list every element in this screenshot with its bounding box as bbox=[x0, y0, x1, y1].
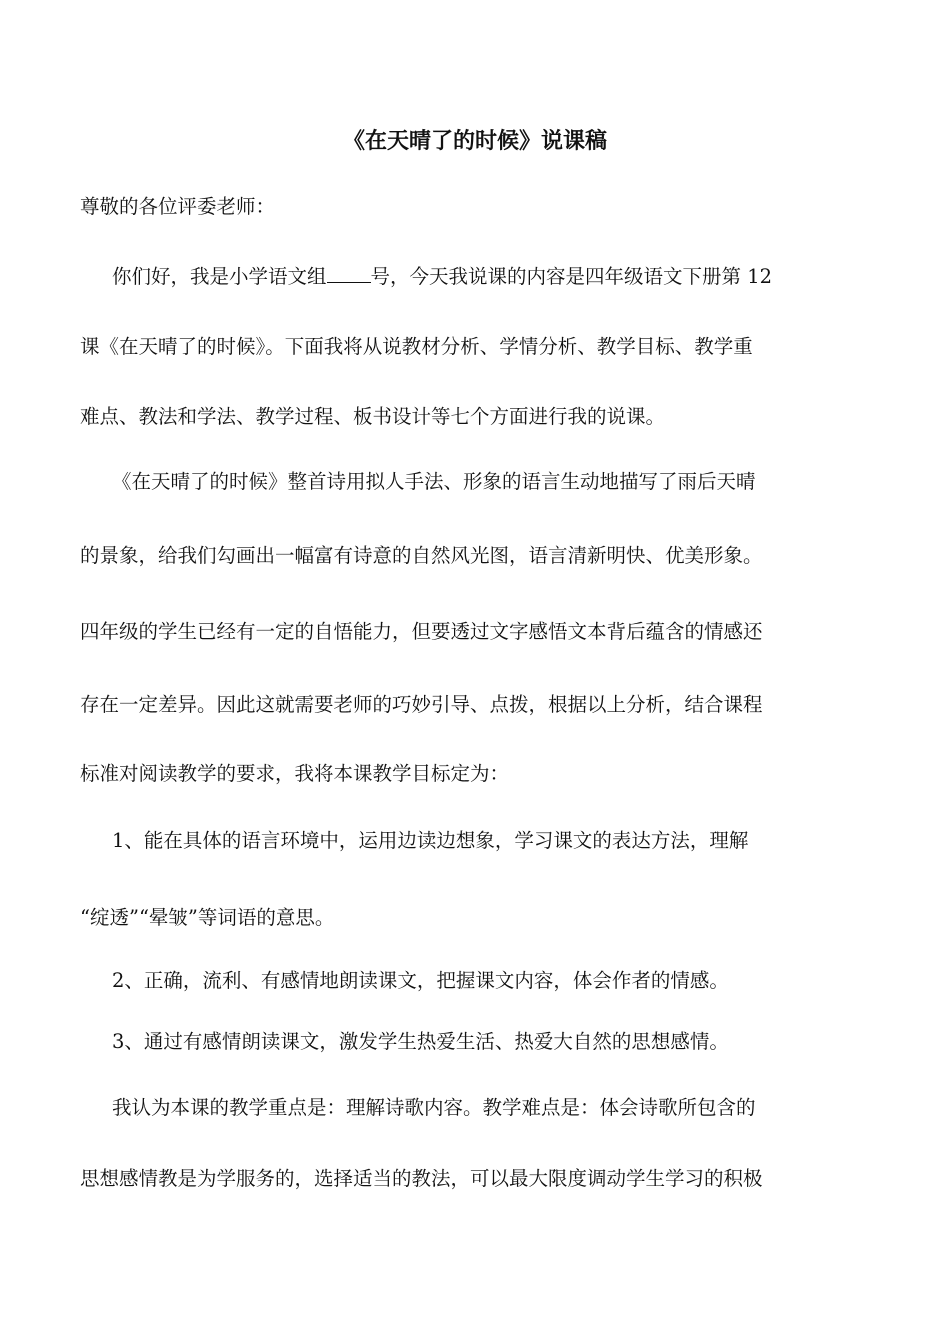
paragraph-2-line-1: 《在天晴了的时候》整首诗用拟人手法、形象的语言生动地描写了雨后天晴 bbox=[112, 470, 756, 493]
goal-3: 3、通过有感情朗读课文，激发学生热爱生活、热爱大自然的思想感情。 bbox=[112, 1030, 729, 1053]
paragraph-1-line-1-start: 你们好，我是小学语文组 bbox=[112, 265, 327, 288]
salutation: 尊敬的各位评委老师： bbox=[80, 195, 276, 218]
paragraph-3-line-2: 思想感情教是为学服务的，选择适当的教法，可以最大限度调动学生学习的积极 bbox=[80, 1167, 763, 1190]
goal-2: 2、正确，流利、有感情地朗读课文，把握课文内容，体会作者的情感。 bbox=[112, 969, 729, 992]
paragraph-2-line-4: 存在一定差异。因此这就需要老师的巧妙引导、点拨，根据以上分析，结合课程 bbox=[80, 693, 763, 716]
paragraph-3-line-1: 我认为本课的教学重点是：理解诗歌内容。教学难点是：体会诗歌所包含的 bbox=[112, 1096, 756, 1119]
paragraph-2-line-3: 四年级的学生已经有一定的自悟能力，但要透过文字感悟文本背后蕴含的情感还 bbox=[80, 620, 763, 643]
goal-1-line-2: “绽透”“晕皱”等词语的意思。 bbox=[80, 906, 335, 929]
paragraph-2-line-2: 的景象，给我们勾画出一幅富有诗意的自然风光图，语言清新明快、优美形象。 bbox=[80, 544, 763, 567]
goal-1-line-1: 1、能在具体的语言环境中，运用边读边想象，学习课文的表达方法，理解 bbox=[112, 829, 749, 852]
paragraph-1-line-1 bbox=[112, 262, 902, 292]
paragraph-2-line-5: 标准对阅读教学的要求，我将本课教学目标定为： bbox=[80, 762, 510, 785]
paragraph-1-line-1-end: 号，今天我说课的内容是四年级语文下册第 12 bbox=[370, 265, 773, 288]
document-title: 《在天晴了的时候》说课稿 bbox=[342, 129, 607, 154]
paragraph-1-line-2: 课《在天晴了的时候》。下面我将从说教材分析、学情分析、教学目标、教学重 bbox=[80, 335, 753, 358]
fill-in-blank bbox=[327, 264, 371, 283]
paragraph-1-line-3: 难点、教法和学法、教学过程、板书设计等七个方面进行我的说课。 bbox=[80, 405, 666, 428]
